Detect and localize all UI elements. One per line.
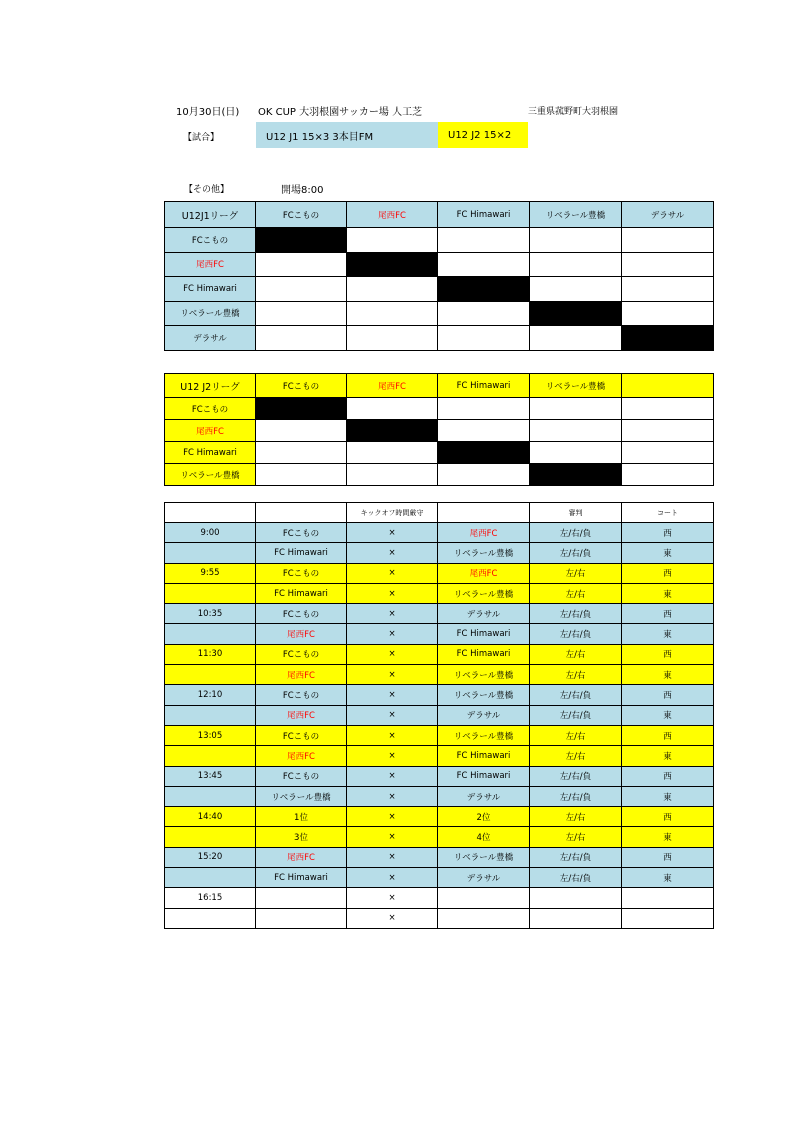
home-team: FCこもの (256, 523, 347, 543)
schedule-row (165, 725, 714, 745)
court: 西 (622, 766, 714, 786)
league-col-team: FC Himawari (438, 374, 530, 398)
away-team: FC Himawari (438, 766, 530, 786)
schedule-row (165, 624, 714, 644)
versus-mark: × (347, 766, 438, 786)
league-row-team: FCこもの (165, 228, 256, 253)
court: 東 (622, 705, 714, 725)
versus-mark: × (347, 685, 438, 705)
schedule-row (165, 583, 714, 603)
league-self-cell (347, 252, 438, 277)
court (622, 908, 714, 928)
league-result-cell (530, 252, 622, 277)
versus-mark: × (347, 807, 438, 827)
schedule-header-row (165, 503, 714, 523)
league-result-cell (530, 398, 622, 420)
league-result-cell (256, 301, 347, 326)
versus-mark: × (347, 644, 438, 664)
court: 東 (622, 583, 714, 603)
home-team: FCこもの (256, 725, 347, 745)
league-col-team: 尾西FC (347, 202, 438, 228)
league-col-team: FCこもの (256, 374, 347, 398)
home-team: FC Himawari (256, 543, 347, 563)
versus-mark: × (347, 583, 438, 603)
match-time (165, 868, 256, 888)
league-header-row (165, 374, 714, 398)
match-time (165, 827, 256, 847)
league-result-cell (256, 326, 347, 351)
league-row-team: リベラール豊橋 (165, 464, 256, 486)
away-team: デラサル (438, 786, 530, 806)
league-row-team: 尾西FC (165, 252, 256, 277)
league-row-team: 尾西FC (165, 420, 256, 442)
court: 東 (622, 868, 714, 888)
referee-assignment: 左/右/負 (530, 523, 622, 543)
league-result-cell (622, 301, 714, 326)
other-label: 【その他】 (184, 185, 230, 195)
match-time: 9:00 (165, 523, 256, 543)
league-self-cell (256, 398, 347, 420)
home-team: FCこもの (256, 644, 347, 664)
match-time: 10:35 (165, 604, 256, 624)
versus-mark: × (347, 665, 438, 685)
match-time (165, 624, 256, 644)
home-team: 3位 (256, 827, 347, 847)
home-team: 尾西FC (256, 705, 347, 725)
league-result-cell (530, 277, 622, 302)
match-time (165, 746, 256, 766)
schedule-row (165, 766, 714, 786)
court: 東 (622, 786, 714, 806)
league-result-cell (256, 464, 347, 486)
league-result-cell (256, 420, 347, 442)
court: 東 (622, 827, 714, 847)
home-team: FCこもの (256, 766, 347, 786)
away-team: リベラール豊橋 (438, 583, 530, 603)
league-result-cell (438, 326, 530, 351)
league-result-cell (347, 442, 438, 464)
versus-mark: × (347, 786, 438, 806)
match-time (165, 543, 256, 563)
home-team (256, 888, 347, 908)
league-result-cell (347, 277, 438, 302)
match-time (165, 705, 256, 725)
schedule-row (165, 523, 714, 543)
match-time (165, 908, 256, 928)
match-time: 13:05 (165, 725, 256, 745)
versus-mark: × (347, 746, 438, 766)
schedule-row (165, 685, 714, 705)
referee-assignment: 左/右/負 (530, 543, 622, 563)
league-row (165, 301, 714, 326)
schedule-head-home (256, 503, 347, 523)
home-team: 尾西FC (256, 746, 347, 766)
schedule-row (165, 746, 714, 766)
league-col-team: 尾西FC (347, 374, 438, 398)
versus-mark: × (347, 888, 438, 908)
schedule-row (165, 888, 714, 908)
league-row-team: FC Himawari (165, 277, 256, 302)
match-label: 【試合】 (183, 133, 220, 143)
j1-league-table (164, 201, 714, 351)
versus-mark: × (347, 705, 438, 725)
match-time: 16:15 (165, 888, 256, 908)
league-self-cell (438, 442, 530, 464)
schedule-row (165, 847, 714, 867)
home-team: 尾西FC (256, 624, 347, 644)
league-col-team: デラサル (622, 202, 714, 228)
away-team: リベラール豊橋 (438, 725, 530, 745)
league-result-cell (438, 398, 530, 420)
u12-j1-format-box (256, 122, 438, 148)
league-row-team: リベラール豊橋 (165, 301, 256, 326)
schedule-head-court: コート (622, 503, 714, 523)
court: 東 (622, 665, 714, 685)
league-result-cell (347, 398, 438, 420)
away-team: リベラール豊橋 (438, 665, 530, 685)
league-result-cell (622, 464, 714, 486)
schedule-row (165, 868, 714, 888)
away-team: 2位 (438, 807, 530, 827)
u12-j1-format: U12 J1 15×3 3本目FM (266, 131, 374, 143)
league-self-cell (347, 420, 438, 442)
court (622, 888, 714, 908)
league-result-cell (438, 301, 530, 326)
league-result-cell (622, 228, 714, 253)
league-result-cell (530, 442, 622, 464)
league-self-cell (530, 464, 622, 486)
home-team (256, 908, 347, 928)
league-row (165, 277, 714, 302)
versus-mark: × (347, 523, 438, 543)
referee-assignment: 左/右 (530, 665, 622, 685)
league-result-cell (347, 464, 438, 486)
match-time: 15:20 (165, 847, 256, 867)
away-team: リベラール豊橋 (438, 685, 530, 705)
league-result-cell (256, 252, 347, 277)
league-self-cell (438, 277, 530, 302)
league-row (165, 464, 714, 486)
match-time: 13:45 (165, 766, 256, 786)
league-result-cell (256, 277, 347, 302)
league-result-cell (438, 420, 530, 442)
league-title: U12J1リーグ (165, 202, 256, 228)
referee-assignment (530, 908, 622, 928)
match-time (165, 665, 256, 685)
versus-mark: × (347, 624, 438, 644)
away-team: デラサル (438, 705, 530, 725)
home-team: 1位 (256, 807, 347, 827)
court: 西 (622, 725, 714, 745)
schedule-row (165, 644, 714, 664)
league-result-cell (256, 442, 347, 464)
court: 西 (622, 523, 714, 543)
home-team: 尾西FC (256, 665, 347, 685)
referee-assignment: 左/右/負 (530, 868, 622, 888)
versus-mark: × (347, 543, 438, 563)
court: 東 (622, 543, 714, 563)
league-self-cell (530, 301, 622, 326)
referee-assignment: 左/右/負 (530, 604, 622, 624)
away-team: 尾西FC (438, 563, 530, 583)
league-result-cell (622, 420, 714, 442)
league-col-team: FCこもの (256, 202, 347, 228)
home-team: FC Himawari (256, 868, 347, 888)
referee-assignment: 左/右 (530, 725, 622, 745)
league-row (165, 420, 714, 442)
schedule-table (164, 502, 714, 929)
match-time: 12:10 (165, 685, 256, 705)
referee-assignment: 左/右/負 (530, 786, 622, 806)
schedule-head-referee: 審判 (530, 503, 622, 523)
schedule-row (165, 705, 714, 725)
schedule-row (165, 604, 714, 624)
league-col-team: FC Himawari (438, 202, 530, 228)
referee-assignment: 左/右 (530, 827, 622, 847)
court: 西 (622, 807, 714, 827)
away-team: デラサル (438, 868, 530, 888)
referee-assignment: 左/右 (530, 807, 622, 827)
schedule-row (165, 665, 714, 685)
league-result-cell (622, 398, 714, 420)
schedule-row (165, 807, 714, 827)
court: 東 (622, 624, 714, 644)
u12-j2-format: U12 J2 15×2 (448, 129, 512, 141)
away-team: リベラール豊橋 (438, 847, 530, 867)
league-row (165, 326, 714, 351)
league-col-team: リベラール豊橋 (530, 202, 622, 228)
league-result-cell (438, 252, 530, 277)
league-result-cell (438, 464, 530, 486)
event-title: OK CUP 大羽根園サッカー場 人工芝 (258, 107, 423, 118)
referee-assignment: 左/右/負 (530, 847, 622, 867)
league-row-team: FCこもの (165, 398, 256, 420)
court: 東 (622, 746, 714, 766)
referee-assignment: 左/右/負 (530, 705, 622, 725)
match-time: 14:40 (165, 807, 256, 827)
home-team: FC Himawari (256, 583, 347, 603)
away-team: FC Himawari (438, 644, 530, 664)
court: 西 (622, 644, 714, 664)
league-result-cell (622, 252, 714, 277)
league-result-cell (347, 228, 438, 253)
referee-assignment: 左/右/負 (530, 685, 622, 705)
referee-assignment: 左/右/負 (530, 624, 622, 644)
home-team: 尾西FC (256, 847, 347, 867)
court: 西 (622, 604, 714, 624)
referee-assignment: 左/右 (530, 644, 622, 664)
league-row (165, 252, 714, 277)
schedule-row (165, 543, 714, 563)
away-team: FC Himawari (438, 624, 530, 644)
league-self-cell (622, 326, 714, 351)
schedule-row (165, 827, 714, 847)
league-result-cell (530, 420, 622, 442)
away-team: 尾西FC (438, 523, 530, 543)
league-row (165, 398, 714, 420)
referee-assignment: 左/右 (530, 563, 622, 583)
schedule-row (165, 786, 714, 806)
versus-mark: × (347, 604, 438, 624)
league-col-team: リベラール豊橋 (530, 374, 622, 398)
event-date: 10月30日(日) (176, 107, 240, 118)
versus-mark: × (347, 847, 438, 867)
away-team: 4位 (438, 827, 530, 847)
event-location: 三重県菰野町大羽根園 (528, 107, 619, 117)
league-result-cell (347, 326, 438, 351)
schedule-row (165, 908, 714, 928)
home-team: FCこもの (256, 685, 347, 705)
league-row-team: デラサル (165, 326, 256, 351)
away-team: リベラール豊橋 (438, 543, 530, 563)
league-row (165, 442, 714, 464)
referee-assignment: 左/右 (530, 583, 622, 603)
versus-mark: × (347, 868, 438, 888)
league-result-cell (622, 277, 714, 302)
league-row-team: FC Himawari (165, 442, 256, 464)
league-col-empty (622, 374, 714, 398)
match-time: 9:55 (165, 563, 256, 583)
match-time (165, 786, 256, 806)
home-team: FCこもの (256, 563, 347, 583)
referee-assignment: 左/右 (530, 746, 622, 766)
league-header-row (165, 202, 714, 228)
versus-mark: × (347, 725, 438, 745)
away-team: FC Himawari (438, 746, 530, 766)
league-self-cell (256, 228, 347, 253)
referee-assignment: 左/右/負 (530, 766, 622, 786)
opening-time: 開場8:00 (281, 185, 324, 196)
match-time: 11:30 (165, 644, 256, 664)
referee-assignment (530, 888, 622, 908)
schedule-head-kickoff: キックオフ時間厳守 (347, 503, 438, 523)
u12-j2-format-box (438, 122, 528, 148)
schedule-head-away (438, 503, 530, 523)
league-result-cell (347, 301, 438, 326)
j2-league-table (164, 373, 714, 486)
versus-mark: × (347, 827, 438, 847)
league-title: U12 J2リーグ (165, 374, 256, 398)
away-team (438, 888, 530, 908)
league-row (165, 228, 714, 253)
away-team: デラサル (438, 604, 530, 624)
court: 西 (622, 847, 714, 867)
league-result-cell (622, 442, 714, 464)
court: 西 (622, 563, 714, 583)
versus-mark: × (347, 908, 438, 928)
league-result-cell (530, 326, 622, 351)
league-result-cell (530, 228, 622, 253)
home-team: リベラール豊橋 (256, 786, 347, 806)
away-team (438, 908, 530, 928)
league-result-cell (438, 228, 530, 253)
match-time (165, 583, 256, 603)
court: 西 (622, 685, 714, 705)
schedule-row (165, 563, 714, 583)
home-team: FCこもの (256, 604, 347, 624)
schedule-head-time (165, 503, 256, 523)
versus-mark: × (347, 563, 438, 583)
